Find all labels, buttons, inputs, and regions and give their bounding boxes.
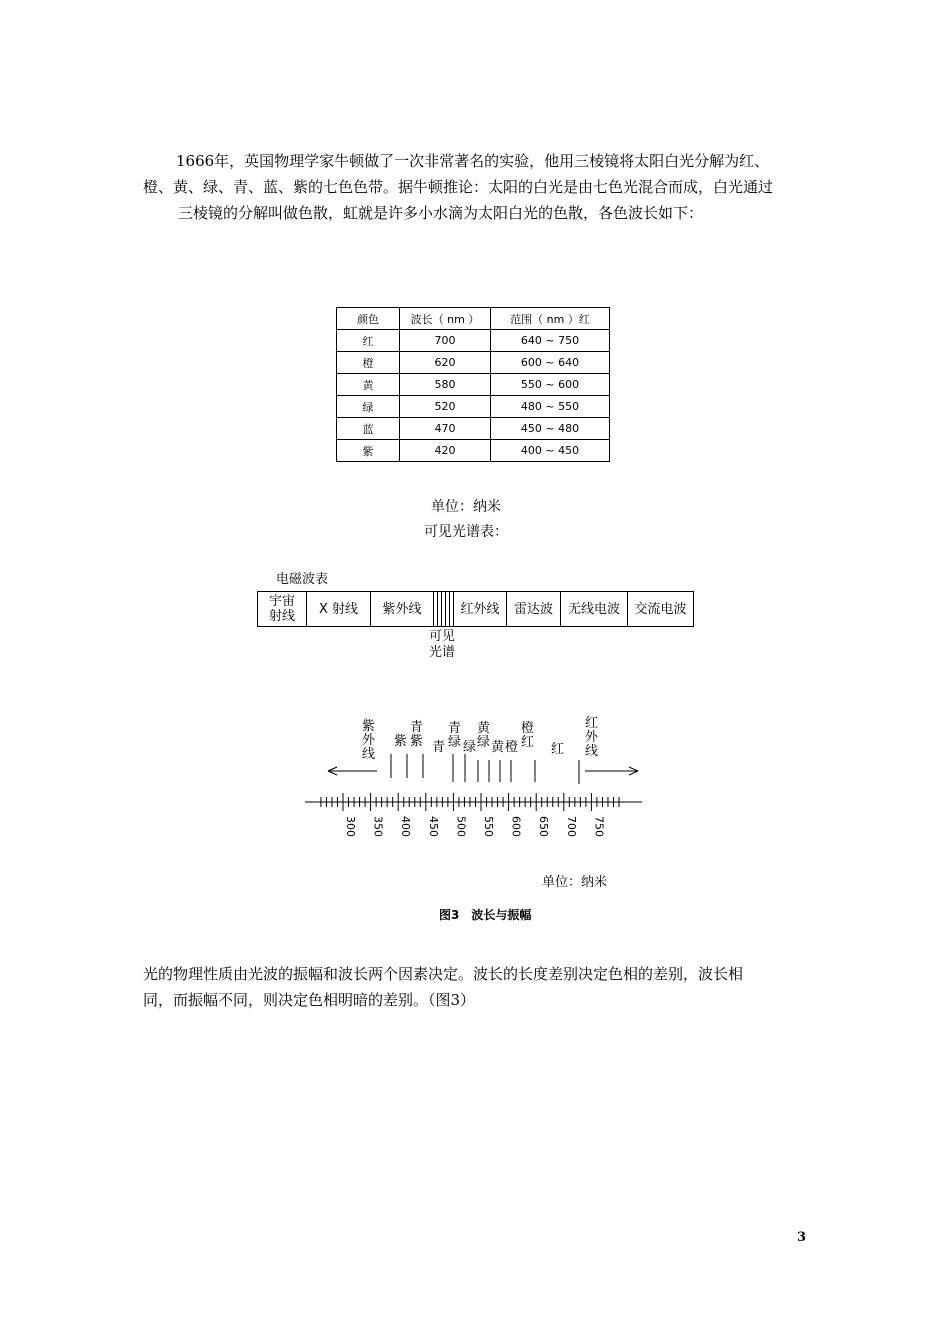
cell-range: 550 ~ 600	[491, 374, 610, 396]
em-cell-infrared	[454, 592, 506, 626]
tick-label: 600	[509, 816, 523, 837]
closing-line-2: 同，而振幅不同，则决定色相明暗的差别。（图3）	[143, 991, 476, 1009]
header-color: 颜色	[337, 308, 400, 330]
label-char: 青	[448, 721, 462, 736]
cell-color: 橙	[337, 352, 400, 374]
em-cell-radar	[507, 592, 560, 626]
visible-spectrum-label	[429, 629, 455, 661]
header-wavelength: 波长（ nm ）	[400, 308, 491, 330]
cell-color: 蓝	[337, 418, 400, 440]
label-violet: 紫	[394, 734, 408, 749]
tick-label: 750	[592, 816, 606, 837]
intro-line-2: 橙、黄、绿、青、蓝、紫的七色色带。据牛顿推论：太阳的白光是由七色光混合而成，白光通过	[143, 178, 774, 196]
em-cell-label: 无线电波	[567, 601, 620, 617]
figure-unit: 单位：纳米	[542, 875, 608, 890]
table-row	[337, 396, 610, 418]
table-row	[337, 352, 610, 374]
tick-label: 500	[454, 816, 468, 837]
label-char: 线	[585, 744, 599, 759]
wavelength-table	[336, 307, 610, 462]
intro-line-3: 三棱镜的分解叫做色散，虹就是许多小水滴为太阳白光的色散，各色波长如下：	[178, 204, 704, 222]
em-cell-label: 射线	[268, 609, 295, 624]
wavelength-figure	[295, 712, 655, 842]
cell-range: 400 ~ 450	[491, 440, 610, 462]
unit-caption: 单位：纳米	[431, 499, 501, 515]
label-char: 红	[521, 735, 535, 750]
label-red: 红	[551, 742, 565, 757]
cell-wavelength: 470	[400, 418, 491, 440]
tick-label: 550	[482, 816, 495, 837]
cell-range: 640 ~ 750	[491, 330, 610, 352]
label-blue-violet	[410, 721, 423, 749]
label-cyan-green	[448, 722, 461, 750]
label-char: 紫	[410, 734, 424, 749]
label-char: 外	[585, 730, 599, 745]
header-range: 范围（ nm ）红	[491, 308, 610, 330]
label-green: 绿	[463, 740, 477, 755]
closing-line-1: 光的物理性质由光波的振幅和波长两个因素决定。波长的长度差别决定色相的差别，波长相	[143, 965, 744, 983]
figure-caption: 图3 波长与振幅	[439, 908, 532, 922]
em-cell-label: 交流电波	[634, 601, 687, 617]
em-cell-ultraviolet	[371, 592, 433, 626]
label-ultraviolet	[362, 720, 375, 762]
em-cell-label: 宇宙	[268, 594, 295, 609]
em-cell-radio	[561, 592, 627, 626]
table-row	[337, 374, 610, 396]
label-infrared	[585, 717, 598, 759]
label-orange-red	[521, 722, 534, 750]
em-cell-label: X 射线	[318, 601, 359, 617]
visible-label-line: 可见	[429, 629, 456, 644]
label-yellow: 黄	[491, 740, 505, 755]
cell-wavelength: 620	[400, 352, 491, 374]
cell-wavelength: 580	[400, 374, 491, 396]
table-row	[337, 330, 610, 352]
tick-label: 300	[344, 816, 357, 837]
label-orange: 橙	[505, 740, 519, 755]
em-cell-label: 雷达波	[513, 601, 553, 617]
cell-range: 480 ~ 550	[491, 396, 610, 418]
tick-label: 450	[426, 816, 440, 837]
em-spectrum-bar	[257, 591, 694, 627]
cell-color: 绿	[337, 396, 400, 418]
em-diagram-title: 电磁波表	[276, 572, 329, 587]
label-char: 紫	[362, 719, 376, 734]
label-yellow-green	[477, 722, 490, 750]
cell-color: 红	[337, 330, 400, 352]
label-char: 红	[585, 716, 599, 731]
tick-label: 650	[537, 816, 551, 837]
cell-wavelength: 420	[400, 440, 491, 462]
label-char: 绿	[477, 735, 491, 750]
label-char: 青	[410, 720, 424, 735]
label-char: 黄	[477, 721, 491, 736]
label-char: 外	[362, 733, 376, 748]
cell-color: 紫	[337, 440, 400, 462]
intro-line-1: 1666年，英国物理学家牛顿做了一次非常著名的实验，他用三棱镜将太阳白光分解为红、	[176, 152, 770, 170]
spectrum-caption: 可见光谱表：	[424, 524, 508, 540]
visible-label-line: 光谱	[429, 645, 456, 660]
table-row	[337, 418, 610, 440]
label-char: 绿	[448, 735, 462, 750]
em-cell-cosmic-rays	[258, 592, 306, 626]
em-cell-ac	[628, 592, 693, 626]
label-cyan: 青	[432, 740, 446, 755]
em-cell-label: 红外线	[460, 601, 500, 617]
cell-color: 黄	[337, 374, 400, 396]
table-row	[337, 440, 610, 462]
tick-label: 350	[371, 816, 385, 837]
cell-range: 450 ~ 480	[491, 418, 610, 440]
cell-wavelength: 700	[400, 330, 491, 352]
cell-range: 600 ~ 640	[491, 352, 610, 374]
tick-label: 700	[564, 816, 578, 837]
page-number: 3	[797, 1230, 807, 1245]
em-cell-label: 紫外线	[382, 601, 422, 617]
cell-wavelength: 520	[400, 396, 491, 418]
label-char: 线	[362, 747, 376, 762]
label-char: 橙	[521, 721, 535, 736]
table-header-row	[337, 308, 610, 330]
em-cell-xray	[307, 592, 370, 626]
tick-label: 400	[399, 816, 413, 837]
